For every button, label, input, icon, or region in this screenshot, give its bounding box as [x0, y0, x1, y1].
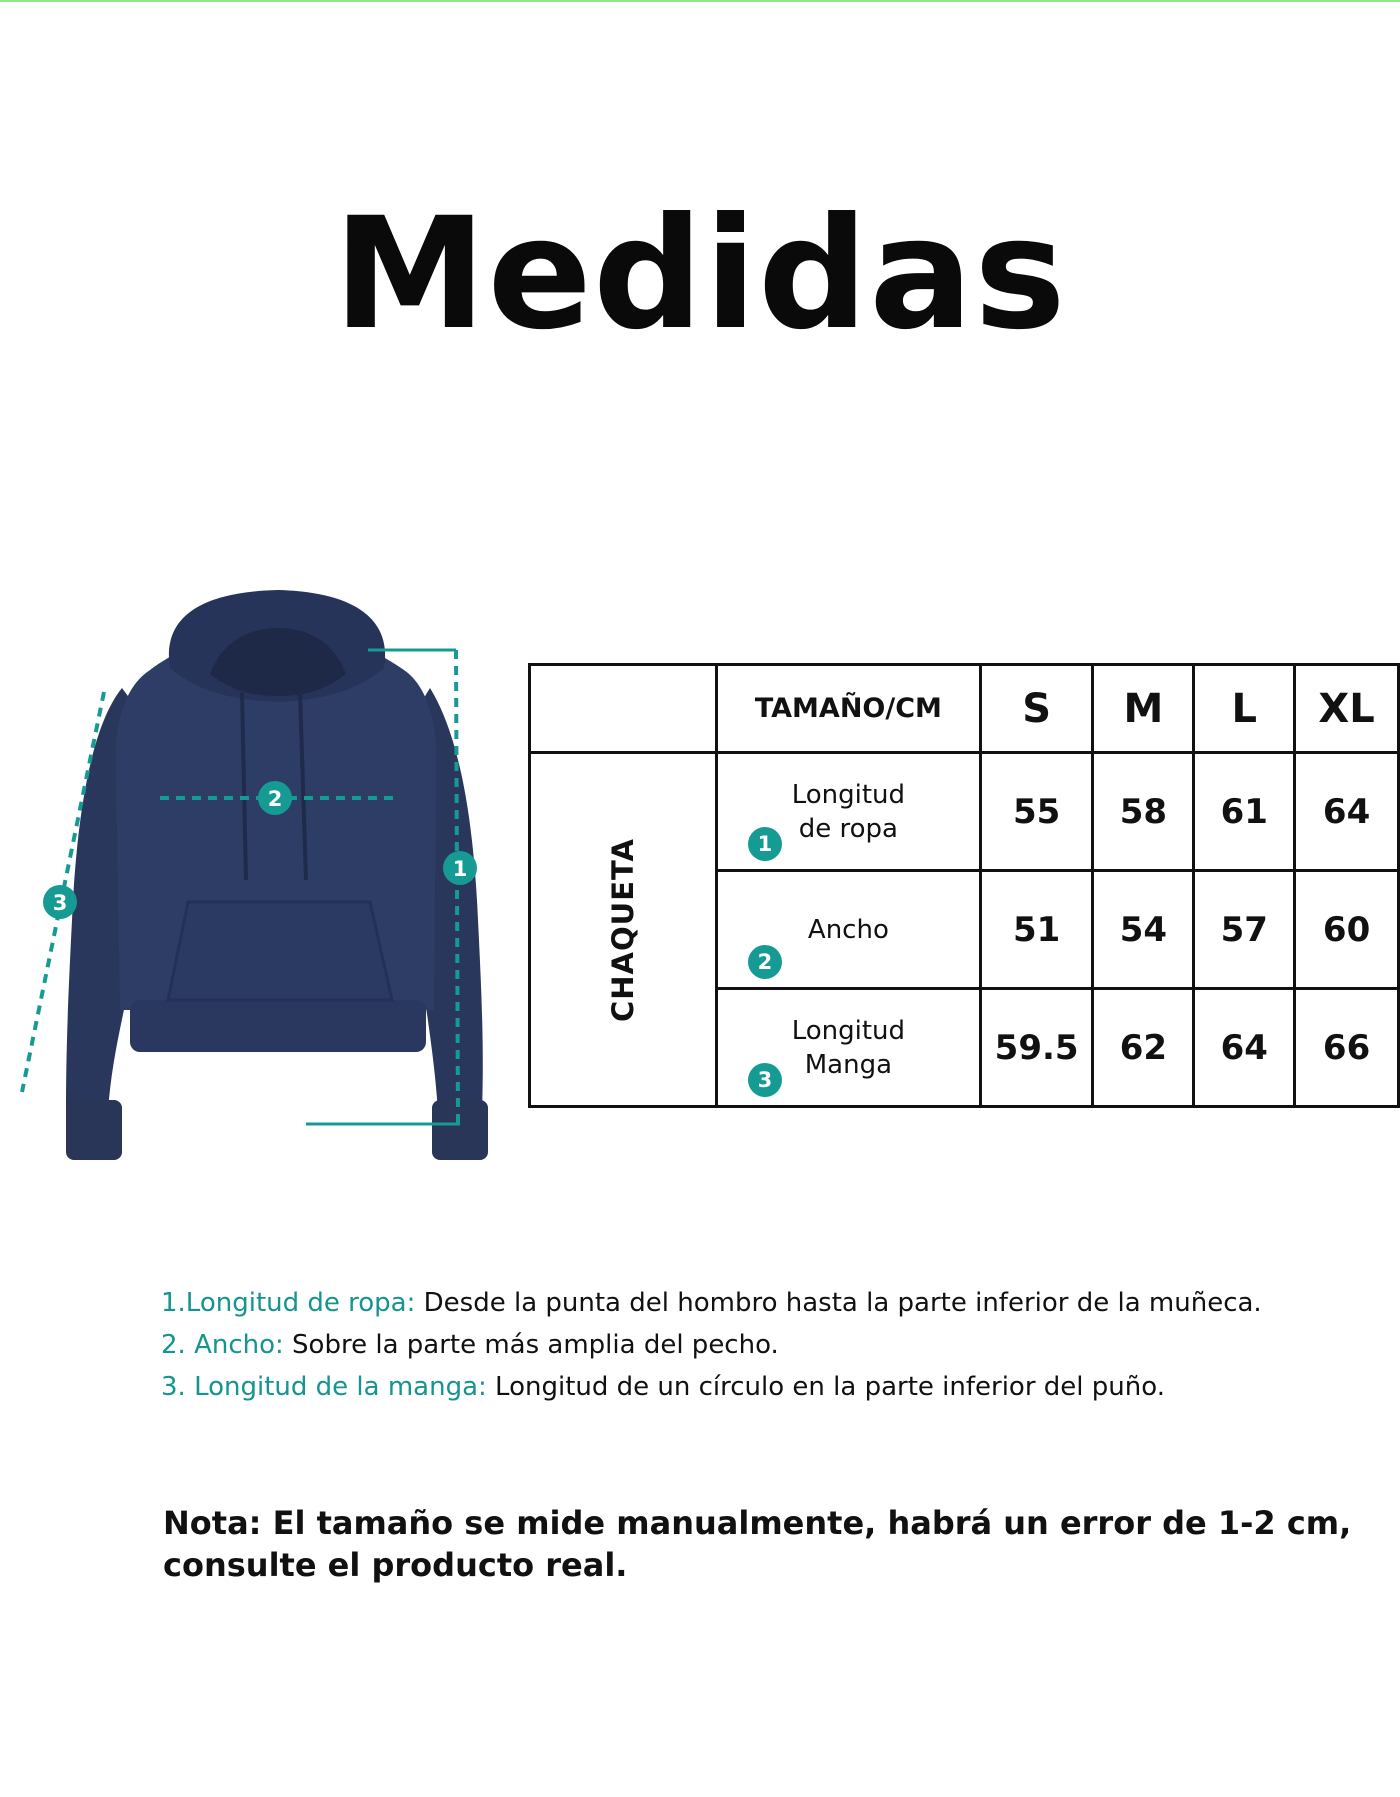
row-number-badge: 3: [748, 1063, 782, 1097]
value-cell: 60: [1295, 871, 1399, 989]
page-title: Medidas: [333, 185, 1067, 364]
note-key: 1.Longitud de ropa:: [161, 1288, 416, 1318]
marker-1-badge: [443, 851, 477, 885]
row-label-line1: Longitud: [791, 779, 906, 810]
row-label-line1: Longitud: [791, 1015, 906, 1046]
marker-1-label: 1: [452, 857, 468, 881]
note-key: 2. Ancho:: [161, 1330, 284, 1360]
value-cell: 55: [980, 753, 1093, 871]
note-key: 3. Longitud de la manga:: [161, 1372, 487, 1402]
value-cell: 59.5: [980, 989, 1093, 1107]
value-cell: 61: [1194, 753, 1295, 871]
value-cell: 58: [1093, 753, 1194, 871]
marker-2-badge: [258, 781, 292, 815]
measurement-notes: [161, 1282, 1262, 1408]
size-header-m: M: [1093, 665, 1194, 753]
category-cell: [530, 753, 717, 1107]
value-cell: 57: [1194, 871, 1295, 989]
value-cell: 64: [1194, 989, 1295, 1107]
row-label-line2: de ropa: [798, 813, 898, 844]
table-header-row: [530, 665, 1399, 753]
row-label-line1: Ancho: [807, 914, 889, 945]
hoodie-illustration: [0, 580, 510, 1180]
row-label-cell: [716, 871, 980, 989]
note-text: Sobre la parte más amplia del pecho.: [283, 1330, 779, 1360]
row-label-line2: Manga: [804, 1049, 893, 1080]
size-header-l: L: [1194, 665, 1295, 753]
hoodie-pocket: [168, 902, 392, 1000]
row-label-cell: [716, 753, 980, 871]
marker-2-label: 2: [267, 787, 283, 811]
value-cell: 64: [1295, 753, 1399, 871]
note-line: [161, 1366, 1262, 1408]
hoodie-right-cuff: [432, 1100, 488, 1160]
size-chart-table: [528, 663, 1400, 1108]
note-line: [161, 1282, 1262, 1324]
note-text: Desde la punta del hombro hasta la parte inferior de la muñeca.: [415, 1288, 1262, 1318]
row-label-cell: [716, 989, 980, 1107]
table-corner-cell: [530, 665, 717, 753]
note-line: [161, 1324, 1262, 1366]
row-number-badge: 1: [748, 827, 782, 861]
marker-3-label: 3: [52, 891, 68, 915]
hoodie-waistband: [130, 1000, 426, 1052]
disclaimer-note: Nota: El tamaño se mide manualmente, habrá un error de 1-2 cm, consulte el producto real.: [163, 1504, 1352, 1584]
hoodie-left-cuff: [66, 1100, 122, 1160]
top-accent-line: [0, 0, 1400, 2]
marker-3-badge: [43, 885, 77, 919]
value-cell: 62: [1093, 989, 1194, 1107]
value-cell: 54: [1093, 871, 1194, 989]
category-label: CHAQUETA: [605, 837, 640, 1022]
size-header-s: S: [980, 665, 1093, 753]
note-text: Longitud de un círculo en la parte inferior del puño.: [486, 1372, 1165, 1402]
row-number-badge: 2: [748, 945, 782, 979]
size-header-label: TAMAÑO/CM: [716, 665, 980, 753]
value-cell: 66: [1295, 989, 1399, 1107]
value-cell: 51: [980, 871, 1093, 989]
size-header-xl: XL: [1295, 665, 1399, 753]
table-row: [530, 753, 1399, 871]
